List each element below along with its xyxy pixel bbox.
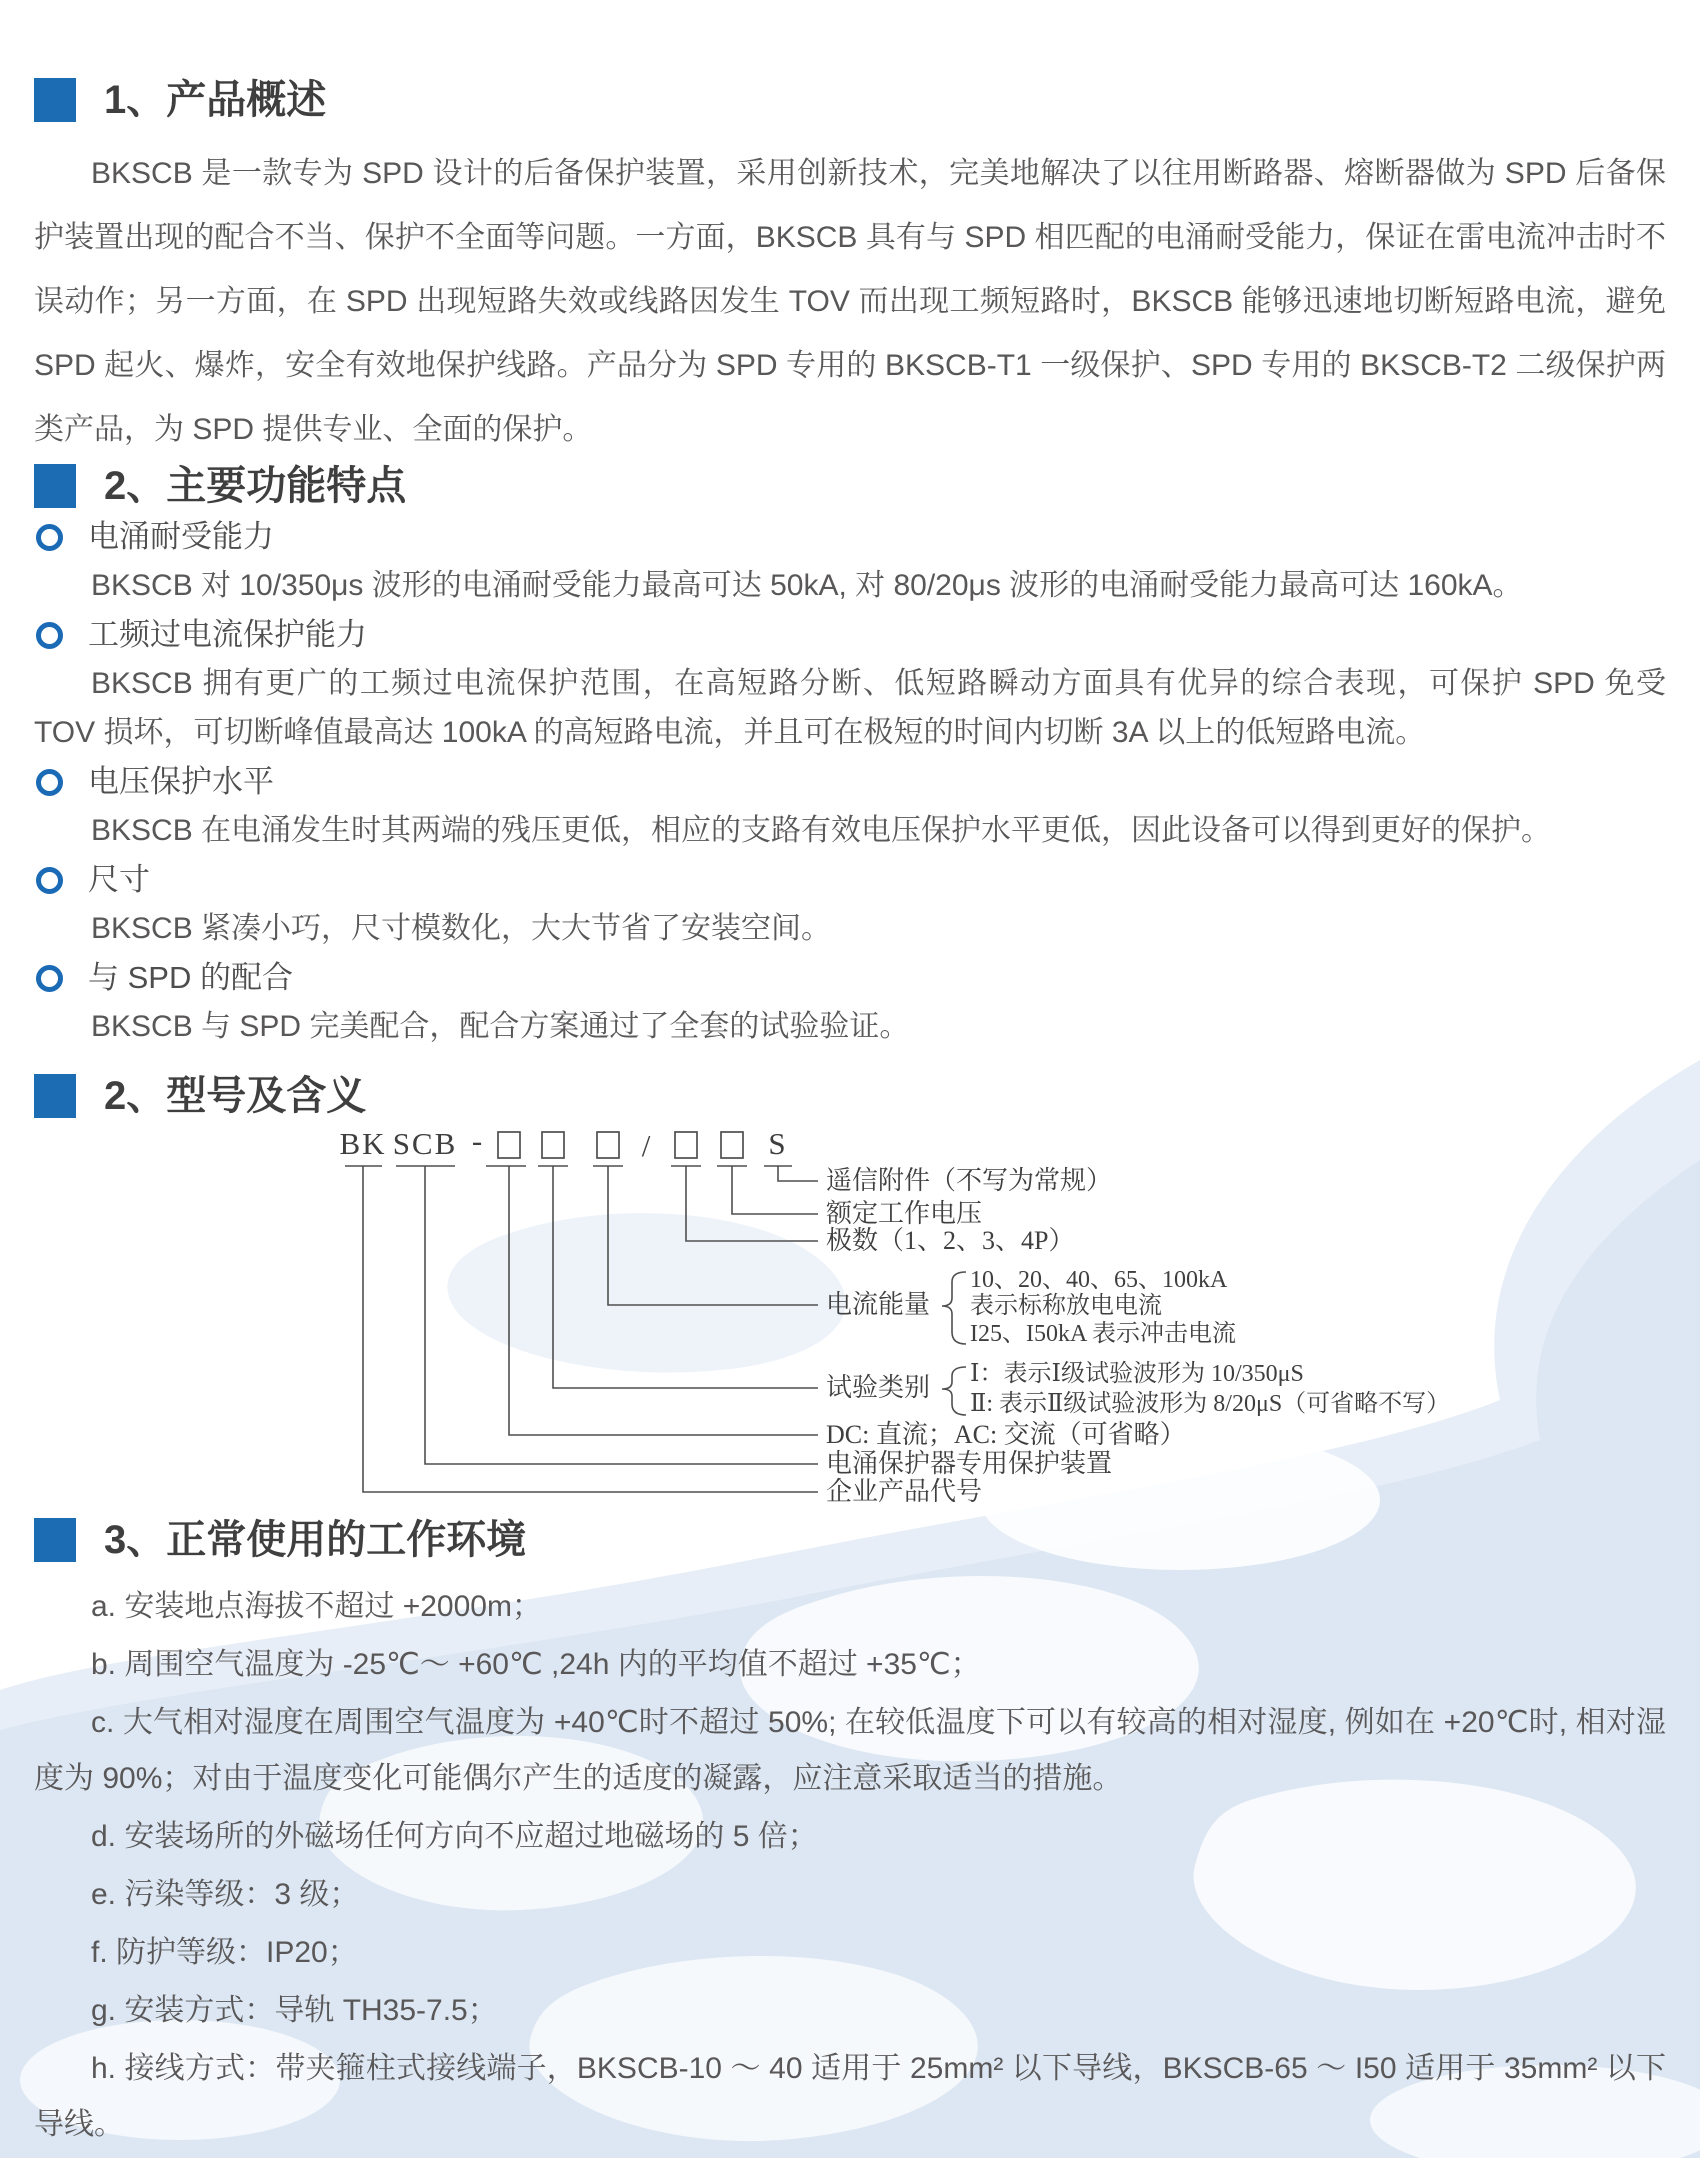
model-code-s: S: [768, 1126, 788, 1161]
model-heading-text: 2、型号及含义: [104, 1074, 367, 1118]
feature-description: BKSCB 对 10/350μs 波形的电涌耐受能力最高可达 50kA, 对 80/20μs 波形的电涌耐受能力最高可达 160kA。: [91, 569, 1523, 602]
model-code-box-test: [498, 1132, 520, 1158]
circle-bullet-icon: [36, 867, 63, 894]
env-item-g: g. 安装方式：导轨 TH35-7.5；: [91, 1994, 498, 2027]
overview-heading: [34, 76, 1666, 124]
model-code-box-voltage: [721, 1132, 743, 1158]
current-brace-icon: [942, 1272, 966, 1344]
model-heading: [34, 1072, 1666, 1120]
env-item-h: h. 接线方式：带夹箍柱式接线端子，BKSCB-10 ～ 40 适用于 25mm² 以下导线，BKSCB-65 ～ I50 适用于 35mm² 以下导线。: [34, 2052, 1666, 2141]
environment-list: [34, 1579, 1666, 2153]
feature-item: [34, 757, 1666, 855]
feature-description: BKSCB 紧凑小巧，尺寸模数化，大大节省了安装空间。: [91, 912, 832, 945]
feature-title: [34, 757, 1666, 806]
model-code-bk: BK: [339, 1126, 387, 1161]
model-code-box-current: [542, 1132, 564, 1158]
feature-item: [34, 610, 1666, 757]
test-brace-icon: [942, 1367, 966, 1415]
environment-heading-text: 3、正常使用的工作环境: [104, 1518, 527, 1562]
label-rated-voltage: 额定工作电压: [826, 1199, 983, 1228]
overview-paragraph: BKSCB 是一款专为 SPD 设计的后备保护装置，采用创新技术，完美地解决了以往用断路器、熔断器做为 SPD 后备保护装置出现的配合不当、保护不全面等问题。一方面，BKSCB 具有与 SPD 相匹配的电涌耐受能力，保证在雷电流冲击时不误动作；另一方面，在 SPD 出现短路失效或线路因发生 TOV 而出现工频短路时，BKSCB 能够迅速地切断短路电流，避免 SPD 起火、爆炸，安全有效地保护线路。产品分为 SPD 专用的 BKSCB-T1 一级保护、SPD 专用的 BKSCB-T2 二级保护两类产品，为 SPD 提供专业、全面的保护。: [34, 157, 1666, 446]
label-poles: 极数（1、2、3、4P）: [826, 1226, 1075, 1255]
overview-heading-text: 1、产品概述: [104, 78, 327, 122]
label-remote-signal: 遥信附件（不写为常规）: [826, 1166, 1113, 1195]
feature-title-text: 尺寸: [88, 862, 150, 897]
model-code-box-poles: [675, 1132, 697, 1158]
feature-description: BKSCB 在电涌发生时其两端的残压更低，相应的支路有效电压保护水平更低，因此设备可以得到更好的保护。: [91, 814, 1552, 847]
feature-title-text: 电涌耐受能力: [88, 519, 274, 554]
feature-description: BKSCB 拥有更广的工频过电流保护范围，在高短路分断、低短路瞬动方面具有优异的综合表现，可保护 SPD 免受 TOV 损坏，可切断峰值最高达 100kA 的高短路电流，并且可在极短的时间内切断 3A 以上的低短路电流。: [34, 667, 1666, 749]
env-item-d: d. 安装场所的外磁场任何方向不应超过地磁场的 5 倍；: [91, 1820, 818, 1853]
feature-title: [34, 610, 1666, 659]
feature-title: [34, 953, 1666, 1002]
model-code-dash: -: [471, 1123, 485, 1158]
env-item-a: a. 安装地点海拔不超过 +2000m；: [91, 1590, 542, 1623]
env-item-c: c. 大气相对湿度在周围空气温度为 +40℃时不超过 50%; 在较低温度下可以有较高的相对湿度, 例如在 +20℃时, 相对湿度为 90%；对由于温度变化可能偶尔产生的适度的凝露，应注意采取适当的措施。: [34, 1706, 1666, 1795]
current-line-0: 10、20、40、65、100kA: [970, 1267, 1228, 1293]
circle-bullet-icon: [36, 524, 63, 551]
label-dc-ac: DC: 直流；AC: 交流（可省略）: [826, 1420, 1186, 1449]
page-content: [0, 76, 1700, 2153]
environment-heading: [34, 1516, 1666, 1564]
blue-square-icon: [34, 1518, 76, 1562]
circle-bullet-icon: [36, 622, 63, 649]
blue-square-icon: [34, 464, 76, 508]
feature-item: [34, 512, 1666, 610]
circle-bullet-icon: [36, 965, 63, 992]
model-code-diagram: [300, 1120, 1450, 1510]
label-current-capacity: 电流能量: [826, 1290, 931, 1319]
test-line-1: Ⅱ: 表示Ⅱ级试验波形为 8/20μS（可省略不写）: [970, 1391, 1450, 1417]
model-code-scb: SCB: [392, 1126, 458, 1161]
current-line-1: 表示标称放电电流: [970, 1293, 1162, 1319]
features-heading-text: 2、主要功能特点: [104, 464, 407, 508]
label-company-code: 企业产品代号: [826, 1477, 983, 1506]
label-test-category: 试验类别: [826, 1373, 931, 1402]
blue-square-icon: [34, 1074, 76, 1118]
env-item-e: e. 污染等级：3 级；: [91, 1878, 360, 1911]
feature-item: [34, 855, 1666, 953]
features-heading: [34, 462, 1666, 510]
feature-list: [34, 512, 1666, 1051]
model-code-box-energy: [597, 1132, 619, 1158]
feature-title: [34, 855, 1666, 904]
test-line-0: Ⅰ：表示Ⅰ级试验波形为 10/350μS: [970, 1361, 1304, 1387]
code-connector-lines: [363, 1166, 818, 1492]
feature-title-text: 工频过电流保护能力: [88, 617, 367, 652]
feature-title: [34, 512, 1666, 561]
feature-item: [34, 953, 1666, 1051]
feature-title-text: 电压保护水平: [88, 764, 274, 799]
env-item-b: b. 周围空气温度为 -25℃～ +60℃ ,24h 内的平均值不超过 +35℃；: [91, 1648, 981, 1681]
blue-square-icon: [34, 78, 76, 122]
feature-description: BKSCB 与 SPD 完美配合，配合方案通过了全套的试验验证。: [91, 1010, 910, 1043]
feature-title-text: 与 SPD 的配合: [88, 960, 293, 995]
model-code-slash: /: [641, 1128, 653, 1163]
circle-bullet-icon: [36, 769, 63, 796]
env-item-f: f. 防护等级：IP20；: [91, 1936, 358, 1969]
current-line-2: I25、I50kA 表示冲击电流: [970, 1321, 1236, 1347]
label-spd-device: 电涌保护器专用保护装置: [826, 1449, 1113, 1478]
